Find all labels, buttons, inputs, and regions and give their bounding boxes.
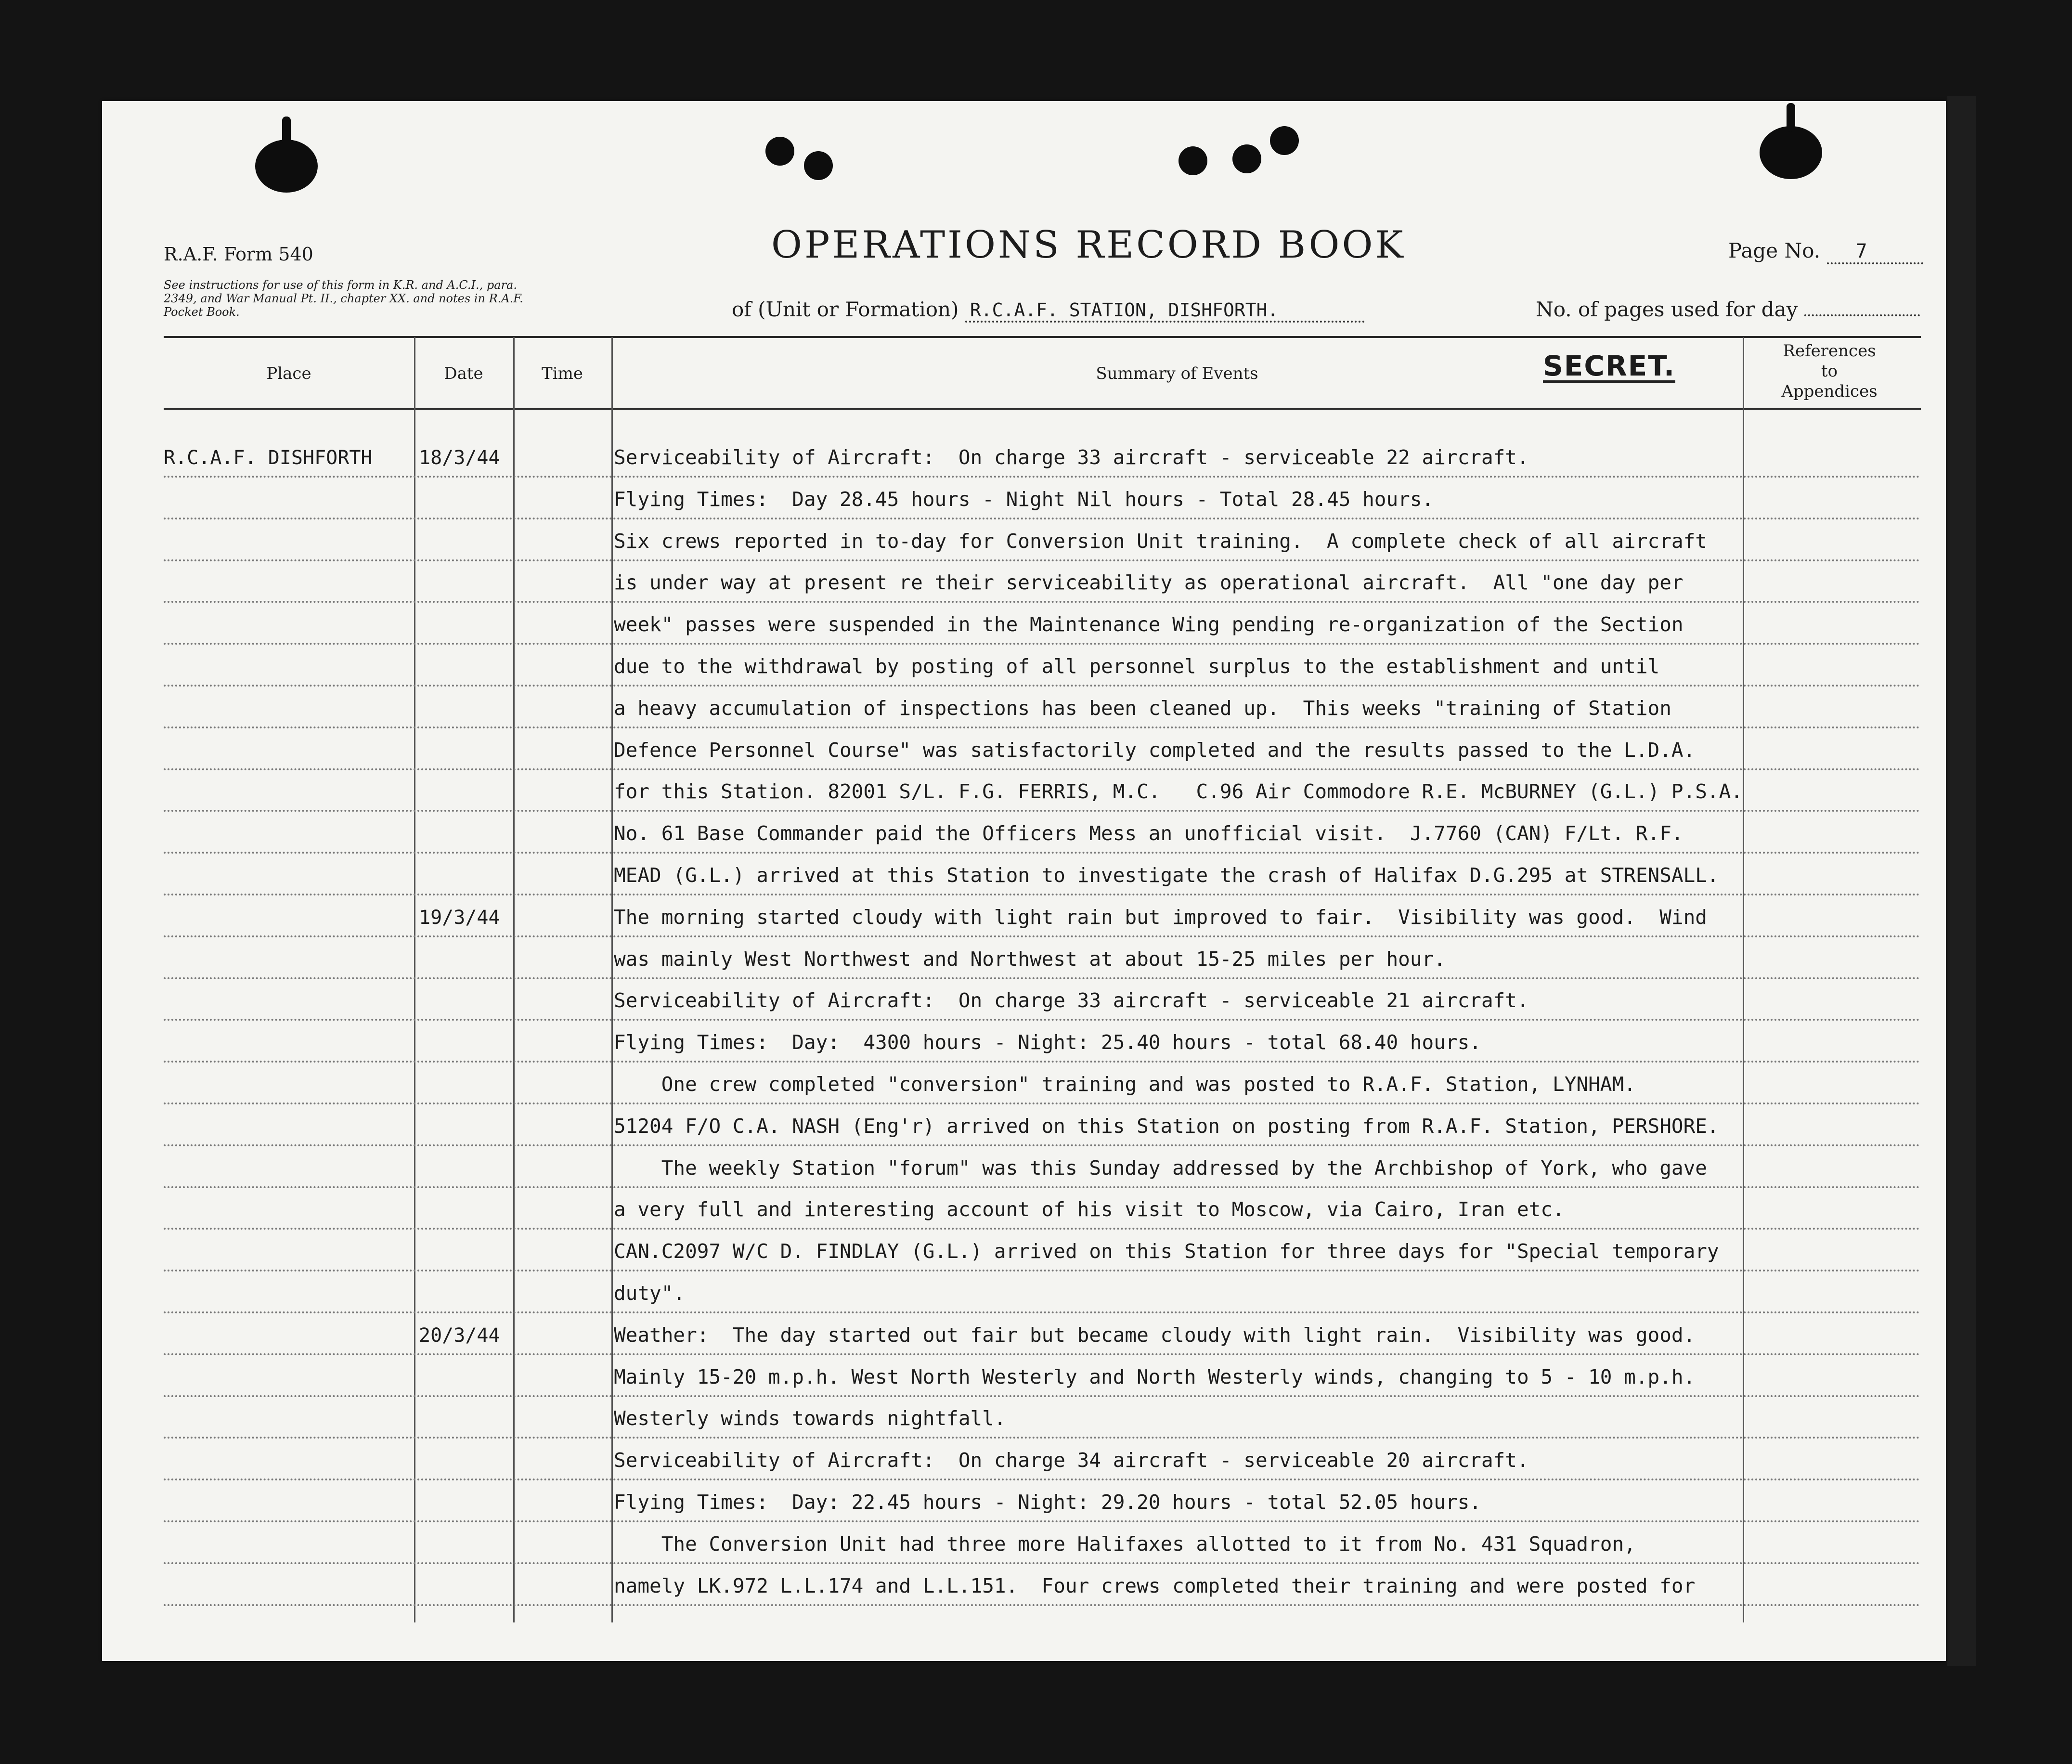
row-summary-text: namely LK.972 L.L.174 and L.L.151. Four crews completed their training and were posted for [614,1574,1696,1597]
column-header-references: References to Appendices [1781,341,1878,401]
row-summary-text: Serviceability of Aircraft: On charge 33 aircraft - serviceable 21 aircraft. [614,989,1529,1012]
row-guide-line [164,1311,1921,1313]
row-summary-text: Weather: The day started out fair but became cloudy with light rain. Visibility was good. [614,1323,1696,1347]
row-guide-line [164,1562,1921,1564]
column-divider [1743,337,1744,1622]
form-number: R.A.F. Form 540 [164,244,313,265]
row-guide-line [164,1604,1921,1606]
row-guide-line [164,685,1921,687]
row-guide-line [164,894,1921,895]
row-guide-line [164,1019,1921,1021]
row-summary-text: The weekly Station "forum" was this Sunday addressed by the Archbishop of York, who gave [614,1156,1707,1180]
column-divider [611,337,613,1622]
page-title: OPERATIONS RECORD BOOK [771,223,1406,267]
row-guide-line [164,1144,1921,1146]
form-instructions: See instructions for use of this form in K.R. and A.C.I., para. 2349, and War Manual Pt. II., chapter XX. and notes in R.A.F. Pocket Book. [164,278,523,319]
row-guide-line [164,1437,1921,1439]
secret-stamp: SECRET. [1543,350,1676,382]
row-guide-line [164,726,1921,728]
row-summary-text: Mainly 15-20 m.p.h. West North Westerly and North Westerly winds, changing to 5 - 10 m.p.h. [614,1365,1696,1388]
row-summary-text: MEAD (G.L.) arrived at this Station to investigate the crash of Halifax D.G.295 at STRENSALL. [614,864,1719,887]
header-rule-top [164,336,1921,338]
punch-hole-right [1760,126,1822,179]
unit-field [732,298,1365,323]
row-guide-line [164,559,1921,561]
row-summary-text: Six crews reported in to-day for Conversion Unit training. A complete check of all aircraft [614,529,1707,553]
row-guide-line [164,476,1921,478]
page-number-label: Page No. [1728,239,1821,262]
row-guide-line [164,643,1921,645]
row-date: 18/3/44 [419,447,500,469]
row-guide-line [164,852,1921,854]
page-number-value: 7 [1827,240,1923,264]
row-guide-line [164,1102,1921,1104]
row-place: R.C.A.F. DISHFORTH [164,447,373,469]
row-guide-line [164,1353,1921,1355]
row-guide-line [164,1479,1921,1480]
pages-used-field [1536,298,1920,321]
column-header-date: Date [444,364,483,383]
punch-hole [765,137,794,166]
page-number [1728,239,1923,264]
punch-hole [1270,126,1299,155]
row-summary-text: for this Station. 82001 S/L. F.G. FERRIS, M.C. C.96 Air Commodore R.E. McBURNEY (G.L.) P.S.A. [614,780,1743,804]
column-header-time: Time [542,364,583,383]
row-guide-line [164,1186,1921,1188]
punch-hole-left [255,140,318,193]
row-guide-line [164,1395,1921,1397]
unit-value: R.C.A.F. STATION, DISHFORTH. [965,299,1365,323]
row-summary-text: duty". [614,1282,686,1305]
row-summary-text: One crew completed "conversion" training and was posted to R.A.F. Station, LYNHAM. [614,1073,1636,1096]
row-summary-text: The Conversion Unit had three more Halifaxes allotted to it from No. 431 Squadron, [614,1532,1636,1556]
unit-label: of (Unit or Formation) [732,298,959,321]
row-date: 20/3/44 [419,1324,500,1347]
row-guide-line [164,935,1921,937]
row-guide-line [164,768,1921,770]
row-summary-text: Flying Times: Day: 22.45 hours - Night: 29.20 hours - total 52.05 hours. [614,1491,1481,1514]
punch-hole [1178,146,1207,175]
row-guide-line [164,1270,1921,1271]
column-header-place: Place [266,364,311,383]
row-summary-text: was mainly West Northwest and Northwest at about 15-25 miles per hour. [614,947,1446,971]
row-summary-text: Westerly winds towards nightfall. [614,1407,1006,1430]
row-guide-line [164,1520,1921,1522]
row-guide-line [164,1061,1921,1063]
pages-used-label: No. of pages used for day [1536,298,1798,321]
column-header-summary: Summary of Events [1096,364,1258,383]
row-summary-text: is under way at present re their serviceability as operational aircraft. All "one day per [614,571,1684,595]
pages-used-value [1804,314,1920,316]
film-border [1947,96,1976,1666]
row-summary-text: No. 61 Base Commander paid the Officers Mess an unofficial visit. J.7760 (CAN) F/Lt. R.F. [614,822,1684,845]
row-summary-text: 51204 F/O C.A. NASH (Eng'r) arrived on this Station on posting from R.A.F. Station, PERSHORE. [614,1114,1719,1138]
row-guide-line [164,1228,1921,1230]
row-summary-text: Flying Times: Day 28.45 hours - Night Nil hours - Total 28.45 hours. [614,487,1434,511]
row-summary-text: a very full and interesting account of his visit to Moscow, via Cairo, Iran etc. [614,1198,1565,1221]
header-rule-bottom [164,408,1921,410]
row-guide-line [164,601,1921,603]
punch-hole [1232,144,1261,173]
row-guide-line [164,977,1921,979]
row-summary-text: due to the withdrawal by posting of all personnel surplus to the establishment and until [614,655,1660,678]
row-summary-text: week" passes were suspended in the Maintenance Wing pending re-organization of the Section [614,613,1684,636]
row-summary-text: CAN.C2097 W/C D. FINDLAY (G.L.) arrived on this Station for three days for "Special temporary [614,1240,1719,1263]
row-summary-text: Serviceability of Aircraft: On charge 34 aircraft - serviceable 20 aircraft. [614,1449,1529,1472]
column-divider [513,337,515,1622]
row-date: 19/3/44 [419,906,500,929]
row-summary-text: a heavy accumulation of inspections has been cleaned up. This weeks "training of Station [614,696,1671,720]
row-summary-text: Serviceability of Aircraft: On charge 33 aircraft - serviceable 22 aircraft. [614,446,1529,469]
row-summary-text: Defence Personnel Course" was satisfactorily completed and the results passed to the L.D.A. [614,738,1696,762]
row-guide-line [164,518,1921,519]
column-divider [414,337,415,1622]
row-guide-line [164,810,1921,812]
row-summary-text: Flying Times: Day: 4300 hours - Night: 25.40 hours - total 68.40 hours. [614,1031,1481,1054]
row-summary-text: The morning started cloudy with light rain but improved to fair. Visibility was good. Wind [614,905,1707,929]
punch-hole [804,151,833,180]
